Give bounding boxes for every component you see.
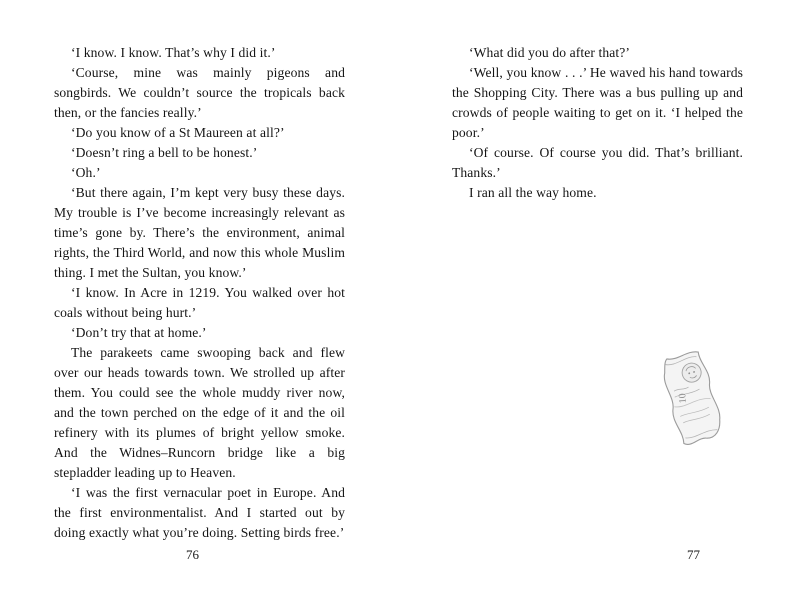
paragraph: ‘But there again, I’m kept very busy these days. My trouble is I’ve become increasingly relevant as time’s gone by. There’s the environment, animal rights, the Third World, and now this whole Muslim thing. I met the Sultan, you know.’ — [54, 185, 345, 280]
page-number-right: 77 — [687, 547, 700, 562]
paragraph: ‘Do you know of a St Maureen at all?’ — [71, 125, 285, 140]
paragraph: ‘I was the first vernacular poet in Europe. And the first environmentalist. And I started out by doing exactly what you’re doing. Setting birds free.’ — [54, 485, 345, 540]
left-page-text — [54, 43, 345, 543]
paragraph: ‘Course, mine was mainly pigeons and songbirds. We couldn’t source the tropicals back then, or the fancies really.’ — [54, 65, 345, 120]
paragraph: The parakeets came swooping back and flew over our heads towards town. We strolled up after them. You could see the whole muddy river now, and the town perched on the edge of it and the oil refinery with its plumes of bright yellow smoke. And the Widnes–Runcorn bridge like a big stepladder leading up to Heaven. — [54, 345, 345, 480]
paragraph: ‘Well, you know . . .’ He waved his hand towards the Shopping City. There was a bus pulling up and crowds of people waiting to get on it. ‘I helped the poor.’ — [452, 65, 743, 140]
paragraph: ‘Don’t try that at home.’ — [71, 325, 207, 340]
paragraph: ‘Oh.’ — [71, 165, 101, 180]
page-number-left: 76 — [186, 547, 199, 562]
banknote-denomination: 10 — [677, 392, 689, 404]
crumpled-ten-pound-note-icon — [646, 346, 742, 452]
paragraph: ‘Of course. Of course you did. That’s brilliant. Thanks.’ — [452, 145, 743, 180]
right-page-text — [452, 43, 743, 203]
paragraph: ‘I know. In Acre in 1219. You walked over hot coals without being hurt.’ — [54, 285, 345, 320]
paragraph: ‘What did you do after that?’ — [469, 45, 631, 60]
paragraph: I ran all the way home. — [469, 185, 597, 200]
paragraph: ‘Doesn’t ring a bell to be honest.’ — [71, 145, 258, 160]
paragraph: ‘I know. I know. That’s why I did it.’ — [71, 45, 276, 60]
banknote-illustration — [646, 346, 742, 452]
